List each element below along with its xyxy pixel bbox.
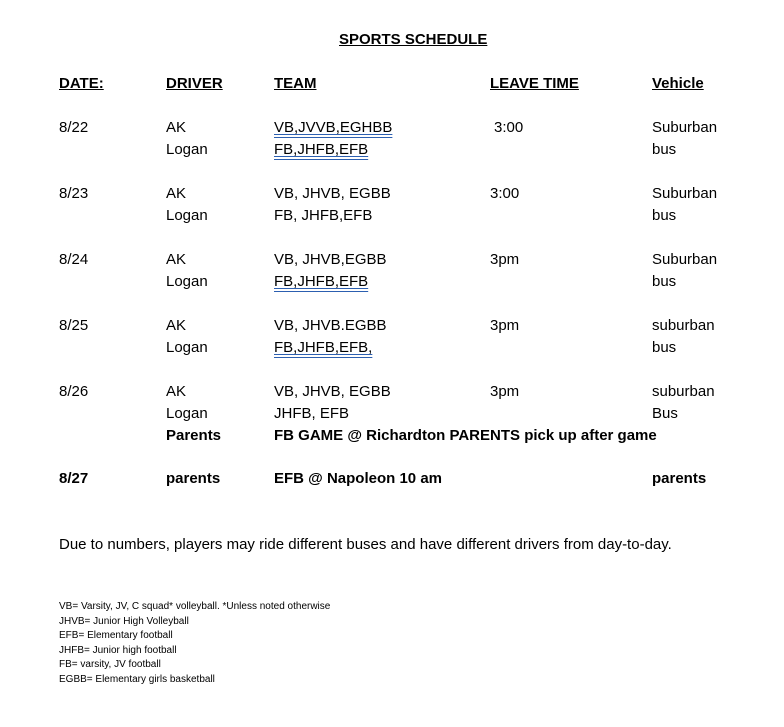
row-team: FB, JHFB,EFB [274, 207, 373, 224]
row-driver: Logan [166, 339, 208, 356]
row-driver: parents [166, 470, 221, 487]
legend-item: EGBB= Elementary girls basketball [59, 673, 215, 685]
row-team: VB,JVVB,EGHBB [274, 119, 393, 136]
row-vehicle: parents [652, 470, 707, 487]
row-date: 8/27 [59, 470, 89, 487]
header-leave-time: LEAVE TIME [490, 75, 579, 92]
header-team: TEAM [274, 75, 317, 92]
legend-item: JHFB= Junior high football [59, 644, 177, 656]
row-team: VB, JHVB,EGBB [274, 251, 387, 268]
row-date: 8/22 [59, 119, 89, 136]
header-driver: DRIVER [166, 75, 223, 92]
row-leave-time: 3:00 [494, 119, 524, 136]
page-title: SPORTS SCHEDULE [339, 31, 488, 48]
row-date: 8/25 [59, 317, 89, 334]
row-vehicle: bus [652, 273, 677, 290]
row-leave-time: 3pm [490, 317, 520, 334]
abbreviation-legend [59, 600, 330, 688]
row-leave-time: 3pm [490, 383, 520, 400]
row-driver: Parents [166, 427, 222, 444]
row-driver: Logan [166, 273, 208, 290]
row-driver: AK [166, 119, 187, 136]
row-vehicle: bus [652, 207, 677, 224]
row-vehicle: suburban [652, 317, 715, 334]
row-vehicle: bus [652, 141, 677, 158]
row-team: VB, JHVB, EGBB [274, 383, 391, 400]
row-team-note: FB GAME @ Richardton PARENTS pick up after game [274, 427, 657, 444]
row-leave-time: 3:00 [490, 185, 520, 202]
row-driver: Logan [166, 141, 208, 158]
legend-item: EFB= Elementary football [59, 630, 173, 642]
row-date: 8/23 [59, 185, 89, 202]
row-team: JHFB, EFB [274, 405, 350, 422]
row-team: VB, JHVB, EGBB [274, 185, 391, 202]
row-vehicle: suburban [652, 383, 715, 400]
header-vehicle: Vehicle [652, 75, 704, 92]
row-team: VB, JHVB.EGBB [274, 317, 387, 334]
row-driver: AK [166, 317, 187, 334]
row-vehicle: Suburban [652, 185, 718, 202]
row-driver: AK [166, 251, 187, 268]
row-vehicle: Bus [652, 405, 678, 422]
row-vehicle: Suburban [652, 119, 718, 136]
row-date: 8/26 [59, 383, 89, 400]
row-team: EFB @ Napoleon 10 am [274, 470, 442, 487]
legend-item: FB= varsity, JV football [59, 659, 161, 671]
legend-item: VB= Varsity, JV, C squad* volleyball. *Unless noted otherwise [59, 601, 331, 612]
row-date: 8/24 [59, 251, 89, 268]
row-driver: Logan [166, 405, 208, 422]
row-driver: AK [166, 185, 187, 202]
row-vehicle: Suburban [652, 251, 718, 268]
schedule-note: Due to numbers, players may ride different buses and have different drivers from day-to-day. [59, 536, 672, 553]
row-team: FB,JHFB,EFB [274, 273, 369, 290]
row-driver: AK [166, 383, 187, 400]
row-leave-time: 3pm [490, 251, 520, 268]
row-driver: Logan [166, 207, 208, 224]
row-team: FB,JHFB,EFB, [274, 339, 373, 356]
legend-item: JHVB= Junior High Volleyball [59, 615, 189, 627]
row-team: FB,JHFB,EFB [274, 141, 369, 158]
row-vehicle: bus [652, 339, 677, 356]
header-date: DATE: [59, 75, 104, 92]
